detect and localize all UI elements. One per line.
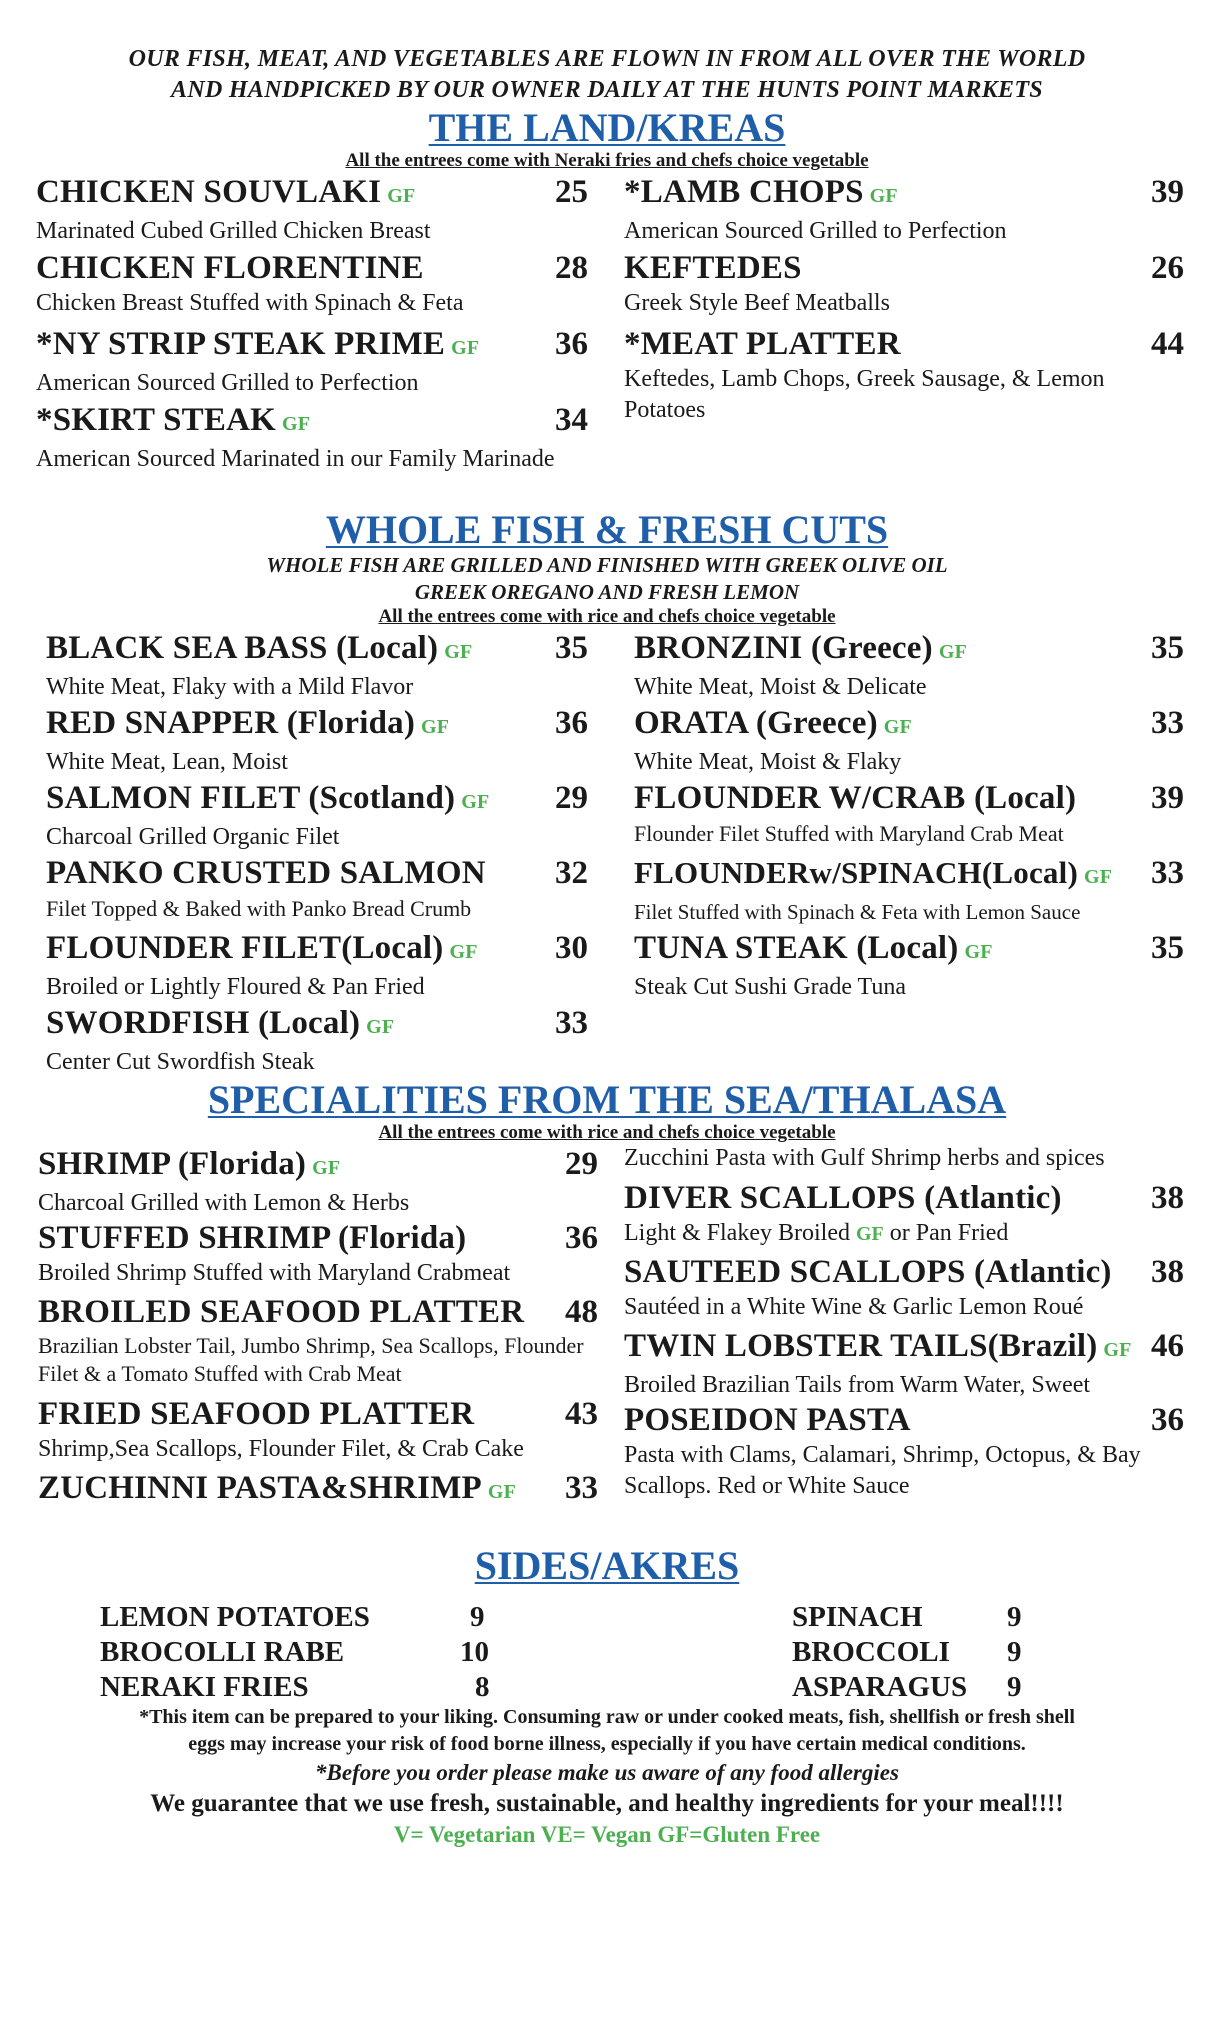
fish-note: All the entrees come with rice and chefs choice vegetable [378, 606, 836, 627]
sea-title: SPECIALITIES FROM THE SEA/THALASA [207, 1077, 1007, 1122]
side-name: ASPARAGUS [792, 1671, 968, 1703]
item-price: 38 [1151, 1180, 1184, 1216]
item-name: ZUCHINNI PASTA&SHRIMP [38, 1470, 482, 1506]
item-name: *NY STRIP STEAK PRIME [36, 326, 446, 362]
sea-note: All the entrees come with rice and chefs choice vegetable [378, 1122, 836, 1143]
side-item [100, 1670, 490, 1704]
item-price: 36 [1151, 1402, 1184, 1438]
item-price: 35 [1151, 930, 1184, 966]
zucchini-description: Zucchini Pasta with Gulf Shrimp herbs and spices [624, 1145, 1105, 1171]
side-price: 9 [1007, 1601, 1022, 1633]
land-note: All the entrees come with Neraki fries and chefs choice vegetable [345, 150, 869, 171]
item-name: BRONZINI (Greece) [634, 630, 933, 666]
gf-badge: GF [938, 641, 967, 663]
item-description: White Meat, Flaky with a Mild Flavor [46, 674, 414, 700]
side-name: BROCOLLI RABE [100, 1636, 345, 1668]
menu-item [36, 248, 588, 324]
gf-badge: GF [461, 791, 490, 813]
side-price: 9 [1007, 1671, 1022, 1703]
item-name: PANKO CRUSTED SALMON [46, 855, 486, 891]
banner-line-2: AND HANDPICKED BY OUR OWNER DAILY AT THE HUNTS POINT MARKETS [171, 77, 1043, 103]
menu-item [46, 1003, 588, 1078]
item-name: CHICKEN FLORENTINE [36, 250, 424, 286]
menu-page [0, 44, 1214, 2044]
item-description: Steak Cut Sushi Grade Tuna [634, 974, 907, 1000]
item-name: SHRIMP (Florida) [38, 1146, 307, 1182]
item-name: SWORDFISH (Local) [46, 1005, 361, 1041]
menu-item [46, 628, 588, 703]
menu-item [634, 628, 1184, 703]
sourcing-banner [0, 44, 1214, 106]
item-description: Sautéed in a White Wine & Garlic Lemon Roué [624, 1294, 1084, 1320]
menu-item [624, 1252, 1184, 1326]
menu-item [38, 1468, 598, 1512]
item-price: 32 [555, 855, 588, 891]
item-name: *SKIRT STEAK [36, 402, 276, 438]
banner-line-1: OUR FISH, MEAT, AND VEGETABLES ARE FLOWN IN FROM ALL OVER THE WORLD [128, 46, 1086, 72]
item-description: American Sourced Grilled to Perfection [624, 218, 1007, 244]
item-price: 28 [555, 250, 588, 286]
gf-badge: GF [487, 1481, 517, 1503]
item-description: Charcoal Grilled Organic Filet [46, 824, 340, 850]
gf-badge: GF [281, 413, 311, 435]
item-price: 33 [1151, 855, 1184, 891]
item-price: 44 [1151, 326, 1184, 362]
menu-item [46, 853, 588, 928]
item-name: BLACK SEA BASS (Local) [46, 630, 439, 666]
gf-badge: GF [869, 185, 898, 207]
item-price: 35 [1151, 630, 1184, 666]
item-name: *MEAT PLATTER [624, 326, 901, 362]
item-name: SALMON FILET (Scotland) [46, 780, 456, 816]
gf-badge: GF [451, 337, 480, 359]
sides-title: SIDES/AKRES [474, 1543, 740, 1588]
gf-badge: GF [421, 716, 450, 738]
menu-item [624, 324, 1184, 426]
item-price: 26 [1151, 250, 1184, 286]
item-description: Broiled Shrimp Stuffed with Maryland Crabmeat [38, 1260, 511, 1286]
item-price: 29 [555, 780, 588, 816]
item-description: Charcoal Grilled with Lemon & Herbs [38, 1190, 410, 1216]
sea-right-column [624, 1144, 1184, 1502]
menu-item [46, 928, 588, 1003]
item-name: DIVER SCALLOPS (Atlantic) [624, 1180, 1062, 1216]
item-price: 43 [565, 1396, 598, 1432]
item-description: Pasta with Clams, Calamari, Shrimp, Octopus, & Bay Scallops. Red or White Sauce [624, 1442, 1141, 1499]
item-name: TUNA STEAK (Local) [634, 930, 959, 966]
item-name: TWIN LOBSTER TAILS(Brazil) [624, 1328, 1098, 1364]
side-item [792, 1600, 1022, 1634]
land-right-column [624, 172, 1184, 426]
item-description: Shrimp,Sea Scallops, Flounder Filet, & Crab Cake [38, 1436, 524, 1462]
gf-badge: GF [449, 941, 478, 963]
item-name: *LAMB CHOPS [624, 174, 864, 210]
side-price: 9 [1007, 1636, 1022, 1668]
item-description: Chicken Breast Stuffed with Spinach & Feta [36, 290, 464, 316]
item-description: White Meat, Moist & Delicate [634, 674, 927, 700]
footer [0, 1704, 1214, 1850]
menu-item [38, 1144, 598, 1218]
menu-item [634, 928, 1184, 1003]
item-price: 29 [565, 1146, 598, 1182]
item-price: 39 [1151, 174, 1184, 210]
side-name: SPINACH [792, 1601, 923, 1633]
gf-badge: GF [1103, 1339, 1132, 1361]
side-price: 10 [460, 1636, 489, 1668]
item-price: 39 [1151, 780, 1184, 816]
item-name: FRIED SEAFOOD PLATTER [38, 1396, 475, 1432]
gf-badge: GF [366, 1016, 395, 1038]
sea-grid [0, 1144, 1214, 1522]
sides-section [0, 1544, 1214, 1704]
item-price: 36 [555, 705, 588, 741]
side-name: NERAKI FRIES [100, 1671, 309, 1703]
item-name: ORATA (Greece) [634, 705, 878, 741]
item-price: 36 [555, 326, 588, 362]
menu-item [38, 1394, 598, 1468]
side-price: 9 [470, 1601, 485, 1633]
fish-subtitle-2: GREEK OREGANO AND FRESH LEMON [414, 580, 800, 604]
fish-title: WHOLE FISH & FRESH CUTS [325, 507, 889, 552]
menu-item [624, 1326, 1184, 1400]
side-price: 8 [475, 1671, 490, 1703]
menu-item [634, 778, 1184, 853]
gf-badge: GF [855, 1223, 884, 1245]
gf-badge: GF [1083, 866, 1113, 888]
item-price: 33 [1151, 705, 1184, 741]
side-item [100, 1600, 485, 1634]
sides-list [0, 1600, 1214, 1704]
item-price: 33 [555, 1005, 588, 1041]
item-description: Brazilian Lobster Tail, Jumbo Shrimp, Sea Scallops, Flounder Filet & a Tomato Stuffed with Crab Meat [38, 1333, 584, 1386]
side-item [100, 1635, 489, 1669]
menu-item [36, 400, 588, 475]
land-grid [0, 172, 1214, 502]
item-description: American Sourced Grilled to Perfection [36, 370, 419, 396]
item-description: American Sourced Marinated in our Family Marinade [36, 446, 555, 472]
sea-section [0, 1078, 1214, 1522]
item-price: 25 [555, 174, 588, 210]
item-price: 46 [1151, 1328, 1184, 1364]
menu-item [624, 1178, 1184, 1252]
menu-item [624, 172, 1184, 248]
item-price: 35 [555, 630, 588, 666]
item-name: CHICKEN SOUVLAKI [36, 174, 382, 210]
gf-badge: GF [883, 716, 912, 738]
gf-badge: GF [312, 1157, 341, 1179]
item-name: POSEIDON PASTA [624, 1402, 911, 1438]
item-description: Greek Style Beef Meatballs [624, 290, 890, 316]
fish-left-column [46, 628, 588, 1078]
item-name: FLOUNDER W/CRAB (Local) [634, 780, 1077, 816]
land-left-column [36, 172, 588, 475]
menu-item [634, 853, 1184, 928]
item-price: 36 [565, 1220, 598, 1256]
gf-badge: GF [964, 941, 993, 963]
side-name: BROCCOLI [792, 1636, 950, 1668]
item-description: White Meat, Moist & Flaky [634, 749, 902, 775]
item-description: Broiled or Lightly Floured & Pan Fried [46, 974, 425, 1000]
menu-item [46, 703, 588, 778]
item-name: BROILED SEAFOOD PLATTER [38, 1294, 525, 1330]
item-price: 33 [565, 1470, 598, 1506]
gf-badge: GF [444, 641, 473, 663]
item-description: Light & Flakey Broiled [624, 1220, 850, 1246]
item-price: 48 [565, 1294, 598, 1330]
item-description: Center Cut Swordfish Steak [46, 1049, 315, 1075]
allergy-notice: *Before you order please make us aware of any food allergies [315, 1760, 899, 1785]
dietary-legend: V= Vegetarian VE= Vegan GF=Gluten Free [393, 1822, 821, 1847]
item-description: Broiled Brazilian Tails from Warm Water, Sweet [624, 1372, 1091, 1398]
item-name: STUFFED SHRIMP (Florida) [38, 1220, 467, 1256]
gf-badge: GF [387, 185, 416, 207]
land-title: THE LAND/KREAS [428, 105, 786, 150]
item-name: SAUTEED SCALLOPS (Atlantic) [624, 1254, 1112, 1290]
item-price: 34 [555, 402, 588, 438]
menu-item [624, 248, 1184, 324]
menu-item [36, 324, 588, 400]
menu-item [36, 172, 588, 248]
item-name: FLOUNDER FILET(Local) [46, 930, 444, 966]
side-item [792, 1635, 1022, 1669]
side-item [792, 1670, 1022, 1704]
item-price: 30 [555, 930, 588, 966]
item-description: White Meat, Lean, Moist [46, 749, 288, 775]
fish-grid [0, 628, 1214, 1078]
consumer-warning-line-1: *This item can be prepared to your liking. Consuming raw or under cooked meats, fish, shellfish or fresh shell [139, 1706, 1075, 1728]
item-name: KEFTEDES [624, 250, 802, 286]
fish-subtitle-1: WHOLE FISH ARE GRILLED AND FINISHED WITH GREEK OLIVE OIL [266, 553, 948, 577]
land-section [0, 106, 1214, 502]
menu-item [46, 778, 588, 853]
sea-left-column [38, 1144, 598, 1512]
menu-item [634, 703, 1184, 778]
menu-item [38, 1292, 598, 1394]
menu-item [624, 1400, 1184, 1502]
fish-section [0, 508, 1214, 1078]
consumer-warning-line-2: eggs may increase your risk of food borne illness, especially if you have certain medical conditions. [188, 1733, 1026, 1755]
item-description: Flounder Filet Stuffed with Maryland Crab Meat [634, 821, 1064, 846]
item-description: Marinated Cubed Grilled Chicken Breast [36, 218, 431, 244]
guarantee-statement: We guarantee that we use fresh, sustainable, and healthy ingredients for your meal!!!! [150, 1790, 1064, 1817]
item-name: RED SNAPPER (Florida) [46, 705, 416, 741]
fish-right-column [634, 628, 1184, 1003]
item-description: Filet Topped & Baked with Panko Bread Crumb [46, 896, 472, 921]
item-description-suffix: or Pan Fried [889, 1220, 1009, 1246]
item-description: Keftedes, Lamb Chops, Greek Sausage, & Lemon Potatoes [624, 366, 1105, 423]
item-description: Filet Stuffed with Spinach & Feta with Lemon Sauce [634, 900, 1081, 924]
side-name: LEMON POTATOES [100, 1601, 370, 1633]
menu-item [38, 1218, 598, 1292]
item-name: FLOUNDERw/SPINACH(Local) [634, 855, 1078, 890]
item-price: 38 [1151, 1254, 1184, 1290]
